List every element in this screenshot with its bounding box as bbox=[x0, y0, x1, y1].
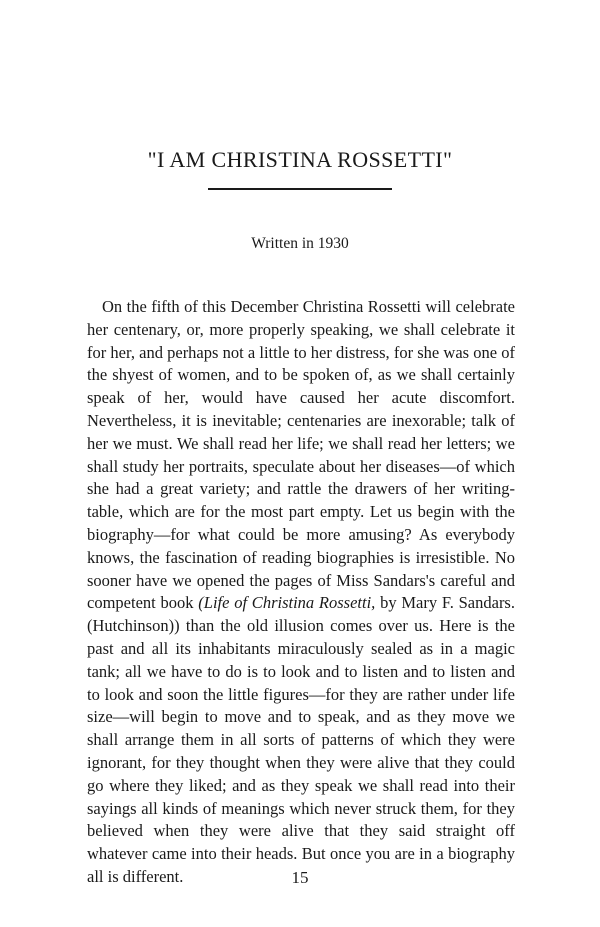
citation-book-title: Life of Christina Rossetti, bbox=[203, 593, 376, 613]
body-text-part1: On the fifth of this December Christina Rossetti will celebrate her centenary, or, more properly speaking, we shall celebrate it for her, and perhaps not a little to her distress, for she was one of the shyest of women, and to be spoken of, as we shall certainly speak of her, would have caused her acute discomfort. Nevertheless, it is inevitable; centenaries are inexorable; talk of her we must. We shall read her life; we shall read her letters; we shall study her portraits, speculate about her diseases—of which she had a great variety; and rattle the drawers of her writing-table, which are for the most part empty. Let us begin with the biography—for what could be more amusing? As everybody knows, the fascination of reading biographies is irresistible. No sooner have we opened the pages of Miss Sandars's careful and competent book bbox=[87, 297, 515, 613]
body-text-part2: than the old illusion comes over us. Here is the past and all its inhabitants miraculously sealed as in a magic tank; all we have to do is to look and to listen and to listen and to look and soon the little figures—for they are rather under life size—will begin to move and to speak, and as they move we shall arrange them in all sorts of patterns of which they were ignorant, for they thought when they were alive that they could go where they liked; and as they speak we shall read into their sayings all kinds of meanings which never struck them, for they believed when they were alive that they said straight off whatever came into their heads. But once you are in a biography all is different. bbox=[87, 616, 515, 886]
citation-author: by Mary F. Sandars. (Hutchinson)) bbox=[87, 593, 515, 636]
citation-open: ( bbox=[198, 593, 204, 613]
chapter-title: "I AM CHRISTINA ROSSETTI" bbox=[147, 147, 453, 172]
body-paragraph bbox=[87, 296, 515, 889]
chapter-subtitle: Written in 1930 bbox=[251, 235, 349, 252]
page-number: 15 bbox=[291, 868, 309, 887]
title-rule bbox=[208, 188, 392, 190]
